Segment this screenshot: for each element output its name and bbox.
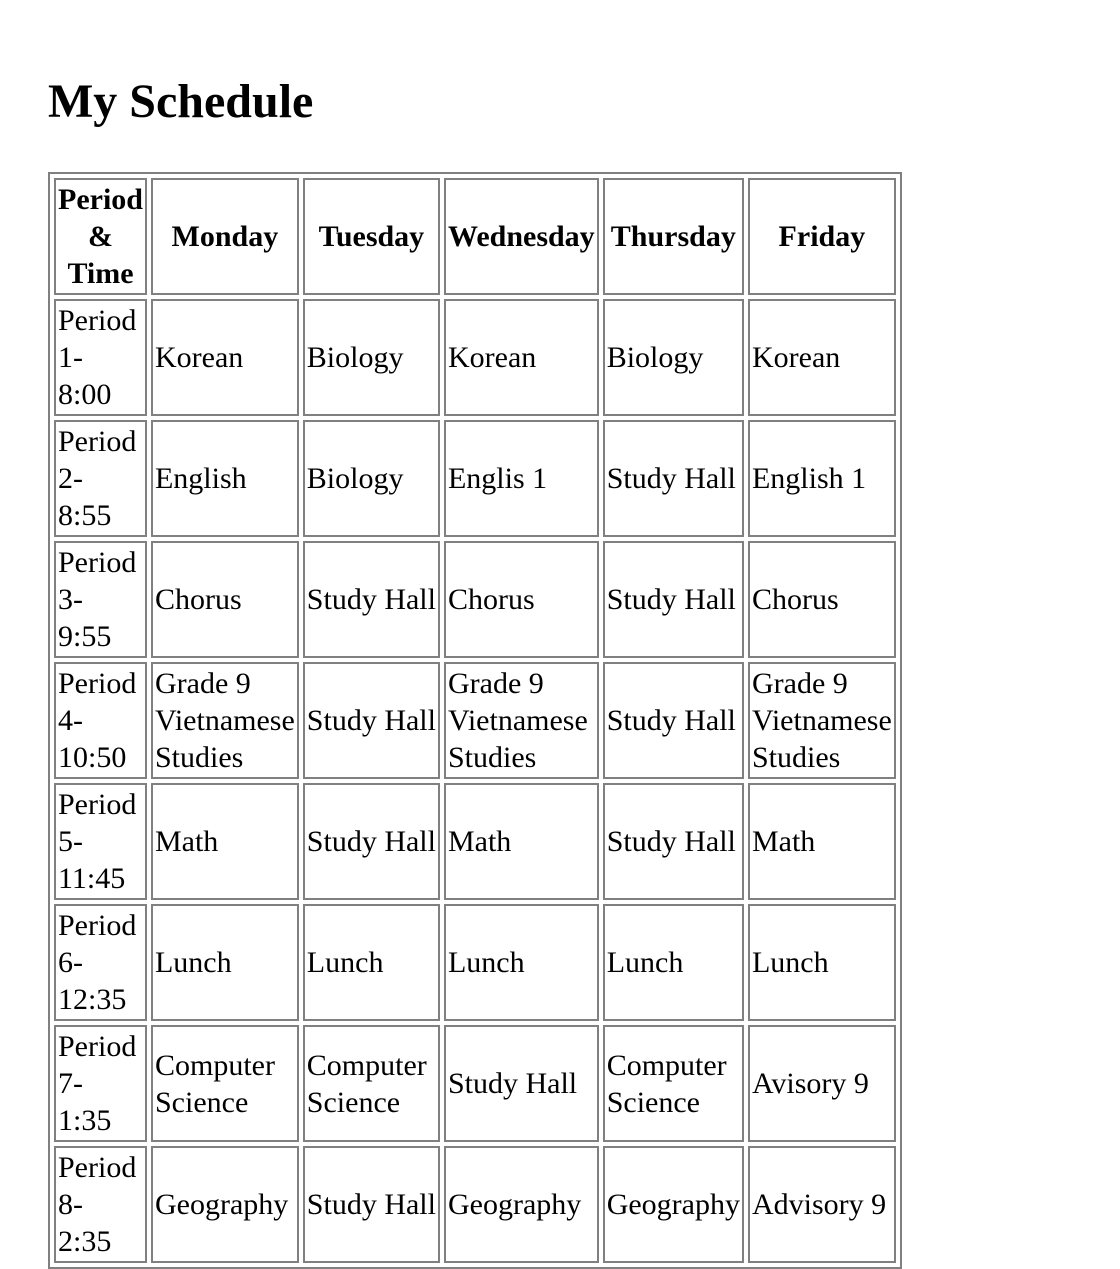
schedule-table [48,172,902,1269]
schedule-cell: Computer Science [151,1025,299,1142]
schedule-cell: Englis 1 [444,420,599,537]
schedule-cell: Chorus [748,541,896,658]
schedule-cell: Geography [151,1146,299,1263]
period-cell: Period 8- 2:35 [54,1146,147,1263]
schedule-cell: Study Hall [603,541,744,658]
schedule-cell: Lunch [303,904,440,1021]
header-friday: Friday [748,178,896,295]
schedule-cell: Math [748,783,896,900]
period-cell: Period 7- 1:35 [54,1025,147,1142]
schedule-cell: Lunch [603,904,744,1021]
schedule-cell: Geography [444,1146,599,1263]
header-period-time: Period & Time [54,178,147,295]
period-cell: Period 5- 11:45 [54,783,147,900]
header-wednesday: Wednesday [444,178,599,295]
schedule-cell: Biology [603,299,744,416]
period-cell: Period 4- 10:50 [54,662,147,779]
schedule-cell: Avisory 9 [748,1025,896,1142]
schedule-cell: Study Hall [303,541,440,658]
schedule-cell: Study Hall [603,783,744,900]
period-cell: Period 3- 9:55 [54,541,147,658]
schedule-cell: Biology [303,420,440,537]
schedule-cell: Study Hall [303,783,440,900]
schedule-cell: Study Hall [603,662,744,779]
header-monday: Monday [151,178,299,295]
schedule-cell: Study Hall [603,420,744,537]
schedule-cell: Korean [748,299,896,416]
schedule-cell: English [151,420,299,537]
table-row [54,904,896,1021]
schedule-cell: Korean [151,299,299,416]
schedule-cell: Lunch [444,904,599,1021]
schedule-cell: Study Hall [303,662,440,779]
schedule-cell: Grade 9 Vietnamese Studies [151,662,299,779]
table-row [54,1146,896,1263]
page-title: My Schedule [48,75,314,128]
header-thursday: Thursday [603,178,744,295]
period-cell: Period 2- 8:55 [54,420,147,537]
period-cell: Period 6- 12:35 [54,904,147,1021]
schedule-cell: Study Hall [444,1025,599,1142]
schedule-cell: Lunch [151,904,299,1021]
schedule-cell: Korean [444,299,599,416]
schedule-cell: Computer Science [603,1025,744,1142]
schedule-cell: Chorus [151,541,299,658]
schedule-cell: Geography [603,1146,744,1263]
schedule-cell: Computer Science [303,1025,440,1142]
schedule-cell: Study Hall [303,1146,440,1263]
schedule-cell: English 1 [748,420,896,537]
schedule-cell: Lunch [748,904,896,1021]
schedule-cell: Math [151,783,299,900]
table-row [54,662,896,779]
period-cell: Period 1- 8:00 [54,299,147,416]
table-row [54,1025,896,1142]
schedule-cell: Math [444,783,599,900]
header-tuesday: Tuesday [303,178,440,295]
schedule-cell: Grade 9 Vietnamese Studies [748,662,896,779]
schedule-cell: Advisory 9 [748,1146,896,1263]
schedule-cell: Chorus [444,541,599,658]
table-row [54,420,896,537]
schedule-cell: Grade 9 Vietnamese Studies [444,662,599,779]
table-row [54,783,896,900]
table-row [54,541,896,658]
schedule-cell: Biology [303,299,440,416]
table-row [54,299,896,416]
header-row [54,178,896,295]
